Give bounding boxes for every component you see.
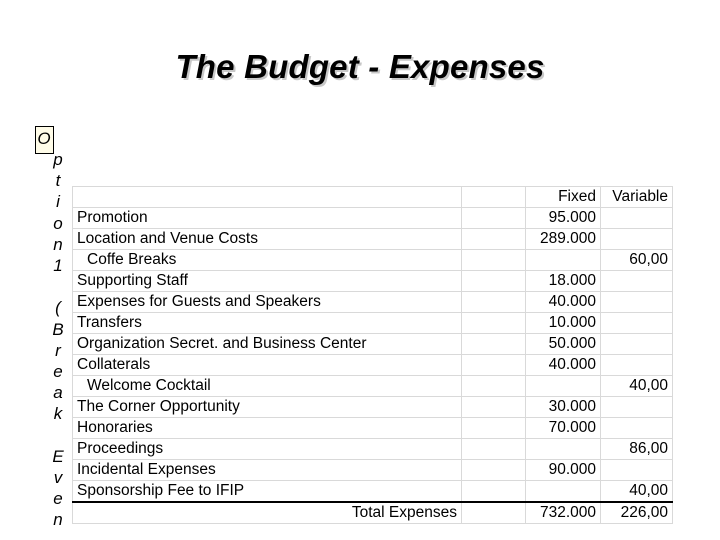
- row-gap-cell: [462, 229, 526, 250]
- header-fixed: Fixed: [526, 187, 601, 208]
- header-variable: Variable: [601, 187, 673, 208]
- row-variable-value: [601, 397, 673, 418]
- row-gap-cell: [462, 313, 526, 334]
- table-row: [73, 481, 673, 503]
- row-variable-value: [601, 334, 673, 355]
- row-gap-cell: [462, 208, 526, 229]
- row-label: Expenses for Guests and Speakers: [73, 292, 462, 313]
- row-gap-cell: [462, 481, 526, 503]
- row-label: Promotion: [73, 208, 462, 229]
- row-gap-cell: [462, 271, 526, 292]
- row-label: Collaterals: [73, 355, 462, 376]
- row-fixed-value: [526, 481, 601, 503]
- table-row: [73, 355, 673, 376]
- row-fixed-value: [526, 439, 601, 460]
- row-gap-cell: [462, 460, 526, 481]
- row-fixed-value: 40.000: [526, 355, 601, 376]
- row-gap-cell: [462, 250, 526, 271]
- row-variable-value: [601, 271, 673, 292]
- total-fixed-value: 732.000: [526, 502, 601, 524]
- page-title: The Budget - Expenses: [175, 48, 545, 85]
- row-variable-value: [601, 208, 673, 229]
- row-label: Welcome Cocktail: [73, 376, 462, 397]
- table-header-row: [73, 187, 673, 208]
- row-fixed-value: 10.000: [526, 313, 601, 334]
- row-variable-value: [601, 229, 673, 250]
- table-row: [73, 229, 673, 250]
- row-label: Coffe Breaks: [73, 250, 462, 271]
- row-gap-cell: [462, 439, 526, 460]
- table-row: [73, 460, 673, 481]
- row-variable-value: 60,00: [601, 250, 673, 271]
- row-label: Organization Secret. and Business Center: [73, 334, 462, 355]
- table-row: [73, 376, 673, 397]
- table-row: [73, 397, 673, 418]
- row-fixed-value: 289.000: [526, 229, 601, 250]
- row-variable-value: [601, 313, 673, 334]
- row-variable-value: [601, 418, 673, 439]
- row-label: Incidental Expenses: [73, 460, 462, 481]
- row-fixed-value: 50.000: [526, 334, 601, 355]
- total-label: Total Expenses: [73, 502, 462, 524]
- row-fixed-value: 95.000: [526, 208, 601, 229]
- header-gap-cell: [462, 187, 526, 208]
- row-label: Supporting Staff: [73, 271, 462, 292]
- row-label: Transfers: [73, 313, 462, 334]
- row-fixed-value: 90.000: [526, 460, 601, 481]
- row-gap-cell: [462, 334, 526, 355]
- row-variable-value: 86,00: [601, 439, 673, 460]
- row-gap-cell: [462, 292, 526, 313]
- total-row: [73, 502, 673, 524]
- table-row: [73, 313, 673, 334]
- total-variable-value: 226,00: [601, 502, 673, 524]
- row-gap-cell: [462, 397, 526, 418]
- table-row: [73, 334, 673, 355]
- table-row: [73, 250, 673, 271]
- vertical-text-first: O: [37, 129, 51, 148]
- row-gap-cell: [462, 355, 526, 376]
- row-variable-value: [601, 460, 673, 481]
- row-fixed-value: [526, 376, 601, 397]
- expenses-table: [72, 186, 673, 524]
- row-label: Location and Venue Costs: [73, 229, 462, 250]
- row-label: The Corner Opportunity: [73, 397, 462, 418]
- row-gap-cell: [462, 376, 526, 397]
- total-gap-cell: [462, 502, 526, 524]
- row-label: Proceedings: [73, 439, 462, 460]
- row-variable-value: 40,00: [601, 481, 673, 503]
- row-fixed-value: 70.000: [526, 418, 601, 439]
- table-row: [73, 208, 673, 229]
- row-variable-value: [601, 292, 673, 313]
- row-variable-value: [601, 355, 673, 376]
- table-row: [73, 418, 673, 439]
- row-label: Sponsorship Fee to IFIP: [73, 481, 462, 503]
- header-label-cell: [73, 187, 462, 208]
- row-fixed-value: 40.000: [526, 292, 601, 313]
- row-gap-cell: [462, 418, 526, 439]
- row-fixed-value: [526, 250, 601, 271]
- row-label: Honoraries: [73, 418, 462, 439]
- row-fixed-value: 30.000: [526, 397, 601, 418]
- table-row: [73, 271, 673, 292]
- row-fixed-value: 18.000: [526, 271, 601, 292]
- table-row: [73, 439, 673, 460]
- table-row: [73, 292, 673, 313]
- vertical-text-rest: p t i o n 1 ( B r e a k E v e n: [52, 150, 64, 530]
- row-variable-value: 40,00: [601, 376, 673, 397]
